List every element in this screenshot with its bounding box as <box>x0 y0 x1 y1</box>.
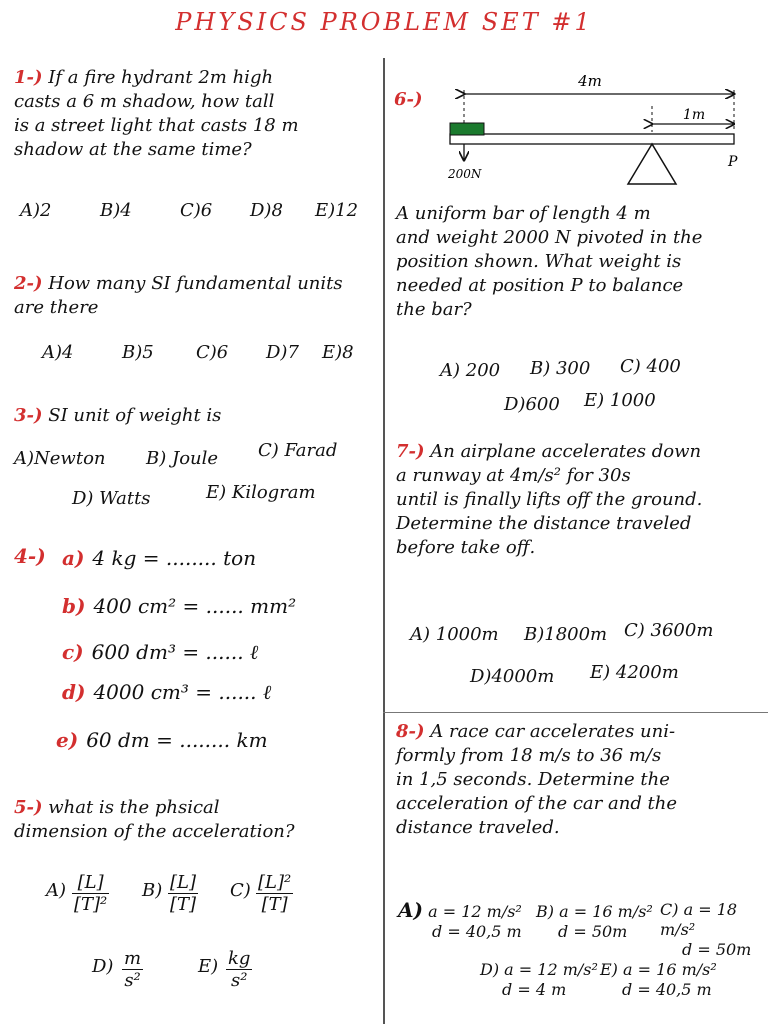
question-6 <box>396 202 762 322</box>
pivot-triangle <box>628 144 676 184</box>
option-b: B) Joule <box>146 448 219 469</box>
question-text-line: are there <box>14 297 99 318</box>
option-e: E) Kilogram <box>206 482 316 503</box>
page-title: PHYSICS PROBLEM SET #1 <box>175 8 593 36</box>
weight-label: 200N <box>448 167 482 181</box>
question-1 <box>14 66 379 162</box>
option-e: E) 1000 <box>584 390 656 411</box>
option-c-label: C) <box>230 880 251 901</box>
option-c: C) a = 18 m/s² d = 50m <box>660 900 752 959</box>
question-text-line: in 1,5 seconds. Determine the <box>396 769 670 790</box>
option-e: E) a = 16 m/s² d = 40,5 m <box>600 960 717 999</box>
question-text-line: position shown. What weight is <box>396 251 682 272</box>
option-c: C) Farad <box>258 440 338 461</box>
option-a: A)Newton <box>14 448 106 469</box>
option-d: D)4000m <box>470 666 555 687</box>
option-a: A) a = 12 m/s² d = 40,5 m <box>398 898 522 941</box>
conversion-item-b: b) 400 cm² = ...... mm² <box>62 594 297 618</box>
option-b-fraction: $\frac{[L]}{[T]}$ <box>170 872 197 915</box>
option-a: A) 200 <box>440 360 501 381</box>
uniform-bar <box>450 134 734 144</box>
section-divider <box>383 712 768 713</box>
option-b: B)4 <box>100 200 132 221</box>
question-number: 5-) <box>14 797 43 818</box>
question-text-line: A race car accelerates uni- <box>430 721 676 742</box>
option-d: D)7 <box>266 342 299 363</box>
question-text-line: needed at position P to balance <box>396 275 684 296</box>
question-number: 7-) <box>396 441 425 462</box>
question-text-line: acceleration of the car and the <box>396 793 678 814</box>
question-text-line: Determine the distance traveled <box>396 513 692 534</box>
question-5 <box>14 796 379 844</box>
conversion-item-c: c) 600 dm³ = ...... ℓ <box>62 640 259 664</box>
question-number: 1-) <box>14 67 43 88</box>
conversion-item-d: d) 4000 cm³ = ...... ℓ <box>62 680 272 704</box>
conversion-item-a: a) 4 kg = ........ ton <box>62 546 257 570</box>
question-text-line: distance traveled. <box>396 817 560 838</box>
point-p-label: P <box>728 154 738 170</box>
question-number: 8-) <box>396 721 425 742</box>
option-b: B)5 <box>122 342 154 363</box>
question-text-line: An airplane accelerates down <box>430 441 702 462</box>
question-3 <box>14 404 379 428</box>
option-a: A)2 <box>20 200 52 221</box>
option-c: C)6 <box>180 200 213 221</box>
length-label: 4m <box>578 72 602 90</box>
question-text-line: A uniform bar of length 4 m <box>396 203 651 224</box>
option-e-label: E) <box>198 956 219 977</box>
lever-diagram <box>440 66 750 190</box>
option-a: A) 1000m <box>410 624 499 645</box>
option-d-label: D) <box>92 956 114 977</box>
option-b-label: B) <box>142 880 163 901</box>
option-a-label: A) <box>46 880 67 901</box>
question-number: 6-) <box>394 89 423 110</box>
option-b: B) a = 16 m/s² d = 50m <box>536 902 653 941</box>
option-e: E)8 <box>322 342 354 363</box>
option-b: B)1800m <box>524 624 608 645</box>
conversion-item-e: e) 60 dm = ........ km <box>56 728 268 752</box>
question-text-line: and weight 2000 N pivoted in the <box>396 227 703 248</box>
option-e: E)12 <box>315 200 359 221</box>
question-text-line: what is the phsical <box>48 797 220 818</box>
option-d: D) Watts <box>72 488 151 509</box>
question-text-line: before take off. <box>396 537 536 558</box>
option-d: D)600 <box>504 394 560 415</box>
option-a-fraction: $\frac{[L]}{\text{[T]²}}$ <box>74 872 108 915</box>
question-text-line: a runway at 4m/s² for 30s <box>396 465 631 486</box>
question-2 <box>14 272 379 320</box>
question-text-line: formly from 18 m/s to 36 m/s <box>396 745 662 766</box>
question-text: SI unit of weight is <box>48 405 222 426</box>
question-number: 3-) <box>14 405 43 426</box>
offset-label: 1m <box>682 107 706 123</box>
question-text-line: If a fire hydrant 2m high <box>48 67 274 88</box>
option-e-fraction: $\frac{kg}{\text{s²}}$ <box>228 948 251 991</box>
question-text-line: until is finally lifts off the ground. <box>396 489 703 510</box>
question-text-line: dimension of the acceleration? <box>14 821 295 842</box>
option-e: E) 4200m <box>590 662 679 683</box>
question-7 <box>396 440 762 560</box>
option-a: A)4 <box>42 342 74 363</box>
weight-block <box>450 123 484 135</box>
column-divider <box>383 58 385 1024</box>
option-d: D) a = 12 m/s² d = 4 m <box>480 960 598 999</box>
option-d: D)8 <box>250 200 283 221</box>
question-text-line: casts a 6 m shadow, how tall <box>14 91 275 112</box>
option-c: C) 3600m <box>624 620 714 641</box>
question-number: 4-) <box>14 544 46 568</box>
question-text-line: shadow at the same time? <box>14 139 252 160</box>
question-text-line: is a street light that casts 18 m <box>14 115 299 136</box>
question-text-line: How many SI fundamental units <box>48 273 343 294</box>
option-b: B) 300 <box>530 358 591 379</box>
question-number: 2-) <box>14 273 43 294</box>
option-d-fraction: $\frac{m}{\text{s²}}$ <box>124 948 142 991</box>
option-c: C)6 <box>196 342 229 363</box>
question-8 <box>396 720 762 840</box>
option-c-fraction: $\frac{\text{[L]²}}{[T]}$ <box>258 872 292 915</box>
question-text-line: the bar? <box>396 299 472 320</box>
option-c: C) 400 <box>620 356 681 377</box>
